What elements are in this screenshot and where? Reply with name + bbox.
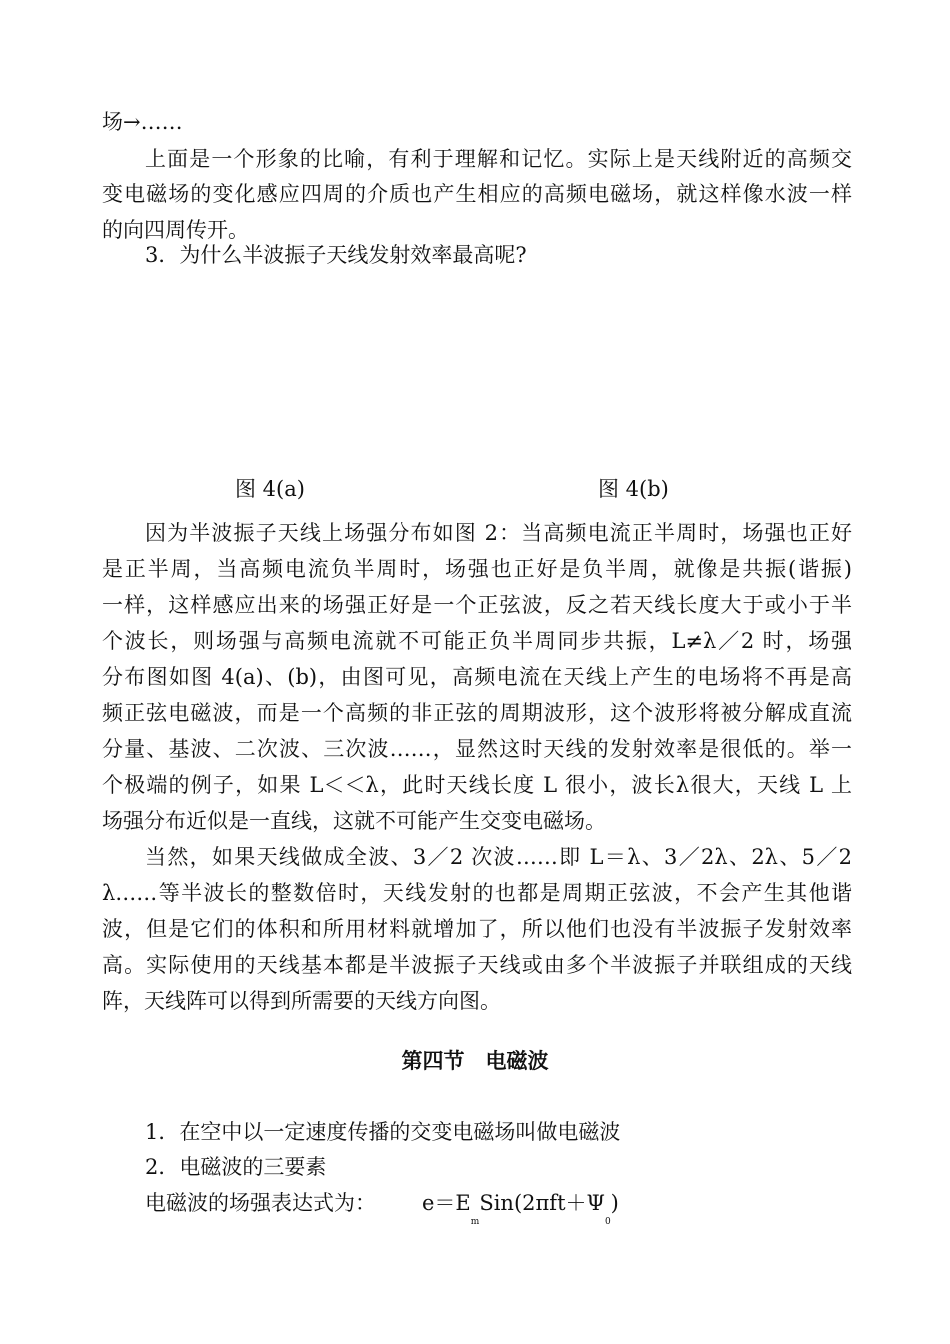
text-line: 个波长，则场强与高频电流就不可能正负半周同步共振，L≠λ／2 时，场强 — [102, 629, 852, 653]
section-title: 第四节 电磁波 — [401, 1049, 549, 1073]
list-item: 1．在空中以一定速度传播的交变电磁场叫做电磁波 — [145, 1120, 621, 1144]
text-line: 场→…… — [102, 110, 183, 134]
text-line: 是正半周，当高频电流负半周时，场强也正好是负半周，就像是共振(谐振) — [102, 557, 852, 581]
text-line: 的向四周传开。 — [102, 218, 249, 242]
figure-caption-4a: 图 4(a) — [235, 477, 305, 501]
formula-part: Sin(2πft＋Ψ — [479, 1191, 605, 1215]
text-line: 场强分布近似是一直线，这就不可能产生交变电磁场。 — [102, 809, 606, 833]
figure-caption-4b: 图 4(b) — [598, 477, 669, 501]
field-strength-formula — [422, 1191, 619, 1234]
text-line: 一样，这样感应出来的场强正好是一个正弦波，反之若天线长度大于或小于半 — [102, 593, 852, 617]
text-line: 变电磁场的变化感应四周的介质也产生相应的高频电磁场，就这样像水波一样 — [102, 182, 852, 206]
text-line: 上面是一个形象的比喻，有利于理解和记忆。实际上是天线附近的高频交 — [145, 147, 852, 171]
text-line: 当然，如果天线做成全波、3／2 次波……即 L＝λ、3／2λ、2λ、5／2 — [145, 845, 852, 869]
figure-area — [102, 270, 852, 470]
formula-part: e＝E — [422, 1191, 471, 1215]
text-line: λ……等半波长的整数倍时，天线发射的也都是周期正弦波，不会产生其他谐 — [102, 881, 852, 905]
formula-subscript: 0 — [604, 1217, 611, 1227]
formula-subscript: m — [470, 1217, 480, 1227]
text-line: 分布图如图 4(a)、(b)，由图可见，高频电流在天线上产生的电场将不再是高 — [102, 665, 852, 689]
text-line: 波，但是它们的体积和所用材料就增加了，所以他们也没有半波振子发射效率 — [102, 917, 852, 941]
formula-part: ) — [610, 1191, 619, 1215]
text-line: 分量、基波、二次波、三次波……，显然这时天线的发射效率是很低的。举一 — [102, 737, 852, 761]
text-line: 高。实际使用的天线基本都是半波振子天线或由多个半波振子并联组成的天线 — [102, 953, 852, 977]
text-line: 因为半波振子天线上场强分布如图 2：当高频电流正半周时，场强也正好 — [145, 521, 852, 545]
text-line: 阵，天线阵可以得到所需要的天线方向图。 — [102, 989, 501, 1013]
list-item: 2．电磁波的三要素 — [145, 1155, 327, 1179]
formula-label: 电磁波的场强表达式为： — [145, 1191, 376, 1215]
text-line: 个极端的例子，如果 L＜＜λ，此时天线长度 L 很小，波长λ很大，天线 L 上 — [102, 773, 852, 797]
numbered-question: 3．为什么半波振子天线发射效率最高呢? — [145, 243, 527, 267]
text-line: 频正弦电磁波，而是一个高频的非正弦的周期波形，这个波形将被分解成直流 — [102, 701, 852, 725]
